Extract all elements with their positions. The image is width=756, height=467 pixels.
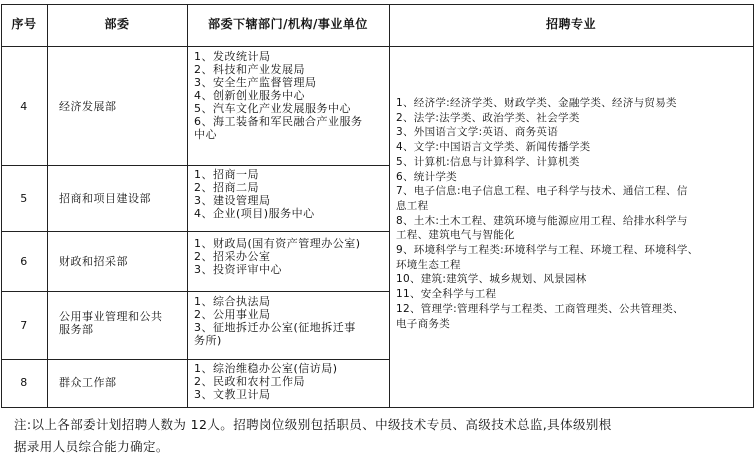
major-item: 8、土木:土木工程、建筑环境与能源应用工程、给排水科学与	[396, 214, 688, 227]
row-units-list	[194, 362, 338, 401]
unit-item: 3、征地拆迁办公室(征地拆迁事	[194, 321, 356, 334]
table-border-right	[753, 4, 754, 408]
column-divider	[187, 4, 188, 408]
row-index: 8	[20, 376, 28, 389]
unit-item: 3、建设管理局	[194, 194, 271, 207]
major-item: 12、管理学:管理科学与工程类、工商管理类、公共管理类、	[396, 302, 684, 315]
row-department	[59, 310, 163, 336]
footnote-line: 注:以上各部委计划招聘人数为 12人。招聘岗位级别包括职员、中级技术专员、高级技术总监,具体级别根	[14, 417, 612, 432]
unit-item: 3、文教卫计局	[194, 388, 271, 401]
row-department: 招商和项目建设部	[59, 192, 151, 205]
major-item: 9、环境科学与工程类:环境科学与工程、环境工程、环境科学、	[396, 244, 699, 257]
row-divider	[1, 291, 389, 292]
unit-item: 2、招商二局	[194, 181, 259, 194]
row-department: 经济发展部	[59, 100, 117, 113]
unit-item: 4、企业(项目)服务中心	[194, 207, 315, 220]
unit-item: 2、民政和农村工作局	[194, 375, 305, 388]
header-index: 序号	[11, 17, 37, 31]
major-item: 1、经济学:经济学类、财政学类、金融学类、经济与贸易类	[396, 97, 677, 109]
unit-item: 5、汽车文化产业发展服务中心	[194, 102, 351, 115]
majors-list	[396, 96, 698, 331]
unit-item: 1、综治维稳办公室(信访局)	[194, 362, 338, 375]
major-item: 电子商务类	[396, 317, 450, 330]
major-item: 6、统计学类	[396, 170, 457, 183]
department-line: 公用事业管理和公共	[59, 310, 163, 323]
row-index: 6	[20, 255, 28, 268]
major-item: 2、法学:法学类、政治学类、社会学类	[396, 111, 580, 124]
major-item: 10、建筑:建筑学、城乡规划、风景园林	[396, 273, 587, 286]
unit-item: 2、科技和产业发展局	[194, 63, 305, 76]
major-item: 环境生态工程	[396, 258, 461, 271]
unit-item: 4、创新创业服务中心	[194, 89, 305, 102]
unit-item: 6、海工装备和军民融合产业服务	[194, 115, 363, 128]
row-units-list	[194, 295, 356, 347]
footnote	[14, 414, 744, 458]
row-divider	[1, 165, 389, 166]
major-item: 3、外国语言文学:英语、商务英语	[396, 126, 559, 139]
row-index: 4	[20, 100, 28, 113]
footnote-line: 据录用人员综合能力确定。	[14, 439, 169, 454]
major-item: 5、计算机:信息与计算科学、计算机类	[396, 155, 580, 168]
header-department: 部委	[104, 17, 130, 31]
unit-item: 1、综合执法局	[194, 295, 271, 308]
unit-item: 3、投资评审中心	[194, 263, 282, 276]
header-divider	[1, 46, 754, 47]
unit-item: 2、招采办公室	[194, 250, 271, 263]
column-divider	[47, 4, 48, 408]
row-index: 7	[20, 319, 28, 332]
row-units-list	[194, 50, 363, 141]
row-divider	[1, 231, 389, 232]
unit-item: 1、发改统计局	[194, 50, 271, 63]
unit-item: 务所)	[194, 334, 222, 347]
row-department: 群众工作部	[59, 376, 117, 389]
major-item: 4、文学:中国语言文学类、新闻传播学类	[396, 141, 591, 154]
row-divider	[1, 359, 389, 360]
row-department: 财政和招采部	[59, 255, 128, 268]
row-units-list	[194, 168, 315, 220]
table-border-left	[1, 4, 2, 408]
column-divider	[389, 4, 390, 408]
major-item: 息工程	[396, 199, 429, 212]
major-item: 工程、建筑电气与智能化	[396, 229, 515, 242]
header-majors: 招聘专业	[545, 17, 596, 31]
row-index: 5	[20, 192, 28, 205]
unit-item: 1、财政局(国有资产管理办公室)	[194, 237, 361, 250]
unit-item: 1、招商一局	[194, 168, 259, 181]
unit-item: 中心	[194, 128, 217, 141]
recruitment-table	[1, 4, 754, 407]
unit-item: 3、安全生产监督管理局	[194, 76, 317, 89]
major-item: 11、安全科学与工程	[396, 288, 497, 301]
unit-item: 2、公用事业局	[194, 308, 271, 321]
table-border-bottom	[1, 407, 754, 408]
major-item: 7、电子信息:电子信息工程、电子科学与技术、通信工程、信	[396, 185, 688, 198]
row-units-list	[194, 237, 361, 276]
department-line: 服务部	[59, 323, 94, 336]
header-units: 部委下辖部门/机构/事业单位	[208, 17, 368, 31]
table-border-top	[1, 4, 754, 5]
